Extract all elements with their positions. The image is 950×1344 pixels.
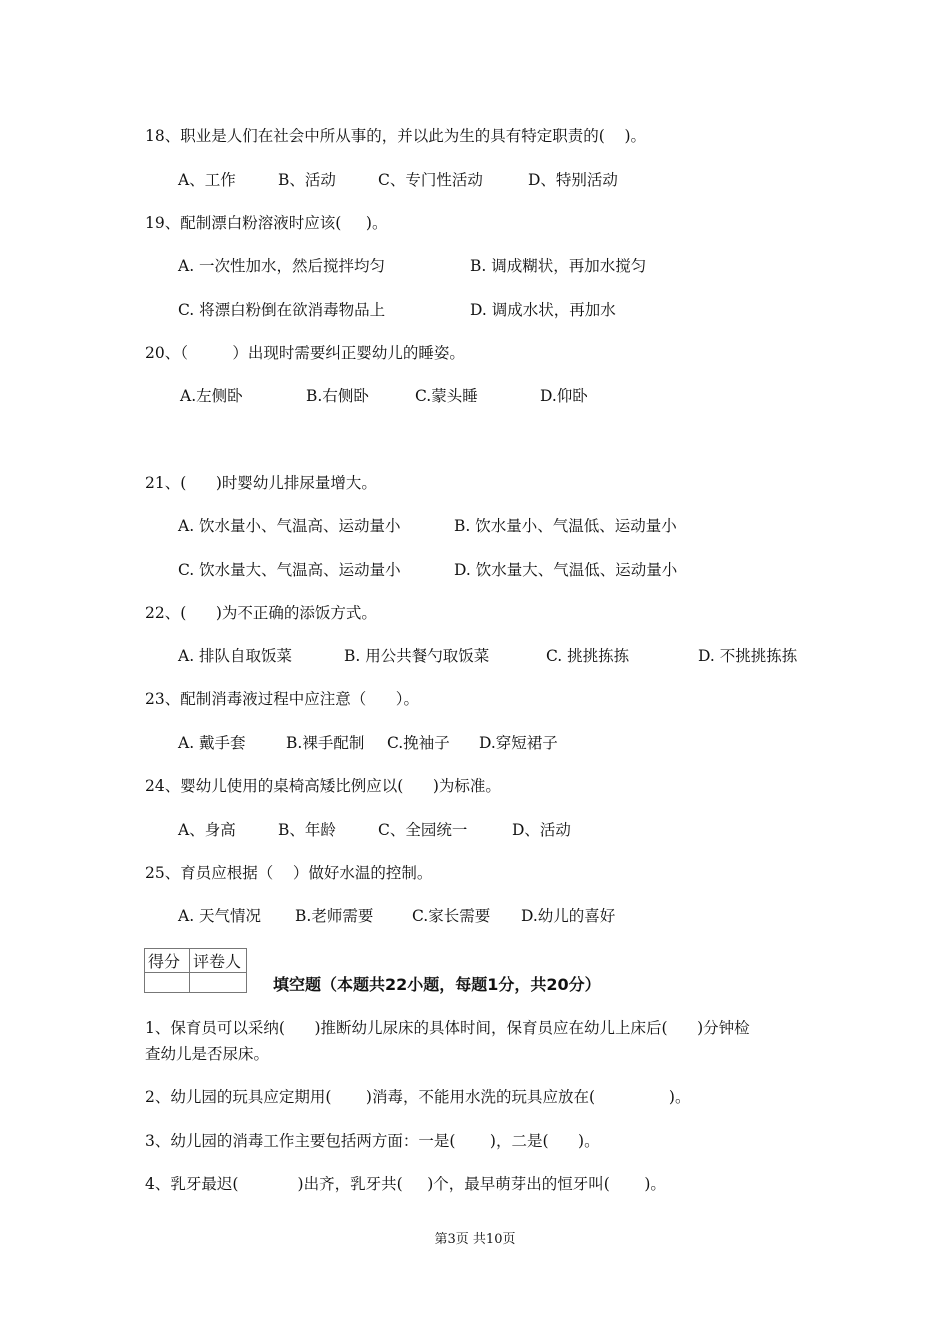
reviewer-cell: [190, 973, 247, 993]
question-24-option-d: D、活动: [512, 821, 571, 839]
score-cell: [145, 973, 190, 993]
question-25-option-d: D.幼儿的喜好: [521, 907, 616, 925]
page-footer: 第3页 共10页: [434, 1232, 516, 1247]
question-19-stem: 19、配制漂白粉溶液时应该( )。: [145, 214, 388, 232]
fill-question-4: 4、乳牙最迟( )出齐，乳牙共( )个，最早萌芽出的恒牙叫( )。: [145, 1175, 666, 1193]
question-19-option-b: B. 调成糊状，再加水搅匀: [470, 257, 647, 275]
question-19-option-d: D. 调成水状，再加水: [470, 301, 616, 319]
question-19-option-c: C. 将漂白粉倒在欲消毒物品上: [178, 301, 386, 319]
question-18-option-d: D、特别活动: [528, 171, 618, 189]
question-25-option-b: B.老师需要: [295, 907, 374, 925]
question-19-option-a: A. 一次性加水，然后搅拌均匀: [178, 257, 386, 275]
score-label: 得分: [145, 949, 190, 973]
question-18-option-a: A、工作: [178, 171, 236, 189]
question-24-option-a: A、身高: [178, 821, 236, 839]
question-21-stem: 21、( )时婴幼儿排尿量增大。: [145, 474, 377, 492]
question-20-stem: 20、（ ）出现时需要纠正婴幼儿的睡姿。: [145, 344, 465, 362]
question-23-option-d: D.穿短裙子: [479, 734, 558, 752]
question-22-stem: 22、( )为不正确的添饭方式。: [145, 604, 377, 622]
fill-question-1-line-1: 1、保育员可以采纳( )推断幼儿尿床的具体时间，保育员应在幼儿上床后( )分钟检: [145, 1019, 750, 1037]
question-20-option-d: D.仰卧: [540, 387, 588, 405]
fill-question-2: 2、幼儿园的玩具应定期用( )消毒，不能用水洗的玩具应放在( )。: [145, 1088, 691, 1106]
fill-question-3: 3、幼儿园的消毒工作主要包括两方面：一是( )，二是( )。: [145, 1132, 600, 1150]
question-21-option-c: C. 饮水量大、气温高、运动量小: [178, 561, 401, 579]
question-23-stem: 23、配制消毒液过程中应注意（ ）。: [145, 690, 420, 708]
question-25-stem: 25、育员应根据（ ）做好水温的控制。: [145, 864, 433, 882]
question-22-option-a: A. 排队自取饭菜: [178, 647, 293, 665]
fill-question-1-line-2: 查幼儿是否尿床。: [145, 1045, 270, 1063]
question-24-stem: 24、婴幼儿使用的桌椅高矮比例应以( )为标准。: [145, 777, 501, 795]
question-25-option-a: A. 天气情况: [178, 907, 262, 925]
question-21-option-a: A. 饮水量小、气温高、运动量小: [178, 517, 401, 535]
question-22-option-d: D. 不挑挑拣拣: [698, 647, 798, 665]
question-22-option-b: B. 用公共餐勺取饭菜: [344, 647, 490, 665]
question-23-option-c: C.挽袖子: [387, 734, 450, 752]
question-24-option-c: C、全园统一: [378, 821, 468, 839]
question-21-option-d: D. 饮水量大、气温低、运动量小: [454, 561, 678, 579]
question-21-option-b: B. 饮水量小、气温低、运动量小: [454, 517, 677, 535]
question-18-stem: 18、职业是人们在社会中所从事的，并以此为生的具有特定职责的( )。: [145, 127, 647, 145]
question-23-option-b: B.裸手配制: [286, 734, 365, 752]
question-24-option-b: B、年龄: [278, 821, 336, 839]
question-23-option-a: A. 戴手套: [178, 734, 246, 752]
question-20-option-a: A.左侧卧: [180, 387, 243, 405]
section-title: 填空题（本题共22小题，每题1分，共20分）: [273, 975, 601, 994]
question-25-option-c: C.家长需要: [412, 907, 491, 925]
question-20-option-c: C.蒙头睡: [415, 387, 478, 405]
score-table: [144, 948, 247, 993]
question-18-option-b: B、活动: [278, 171, 336, 189]
question-22-option-c: C. 挑挑拣拣: [546, 647, 630, 665]
reviewer-label: 评卷人: [190, 949, 247, 973]
question-18-option-c: C、专门性活动: [378, 171, 483, 189]
question-20-option-b: B.右侧卧: [306, 387, 369, 405]
